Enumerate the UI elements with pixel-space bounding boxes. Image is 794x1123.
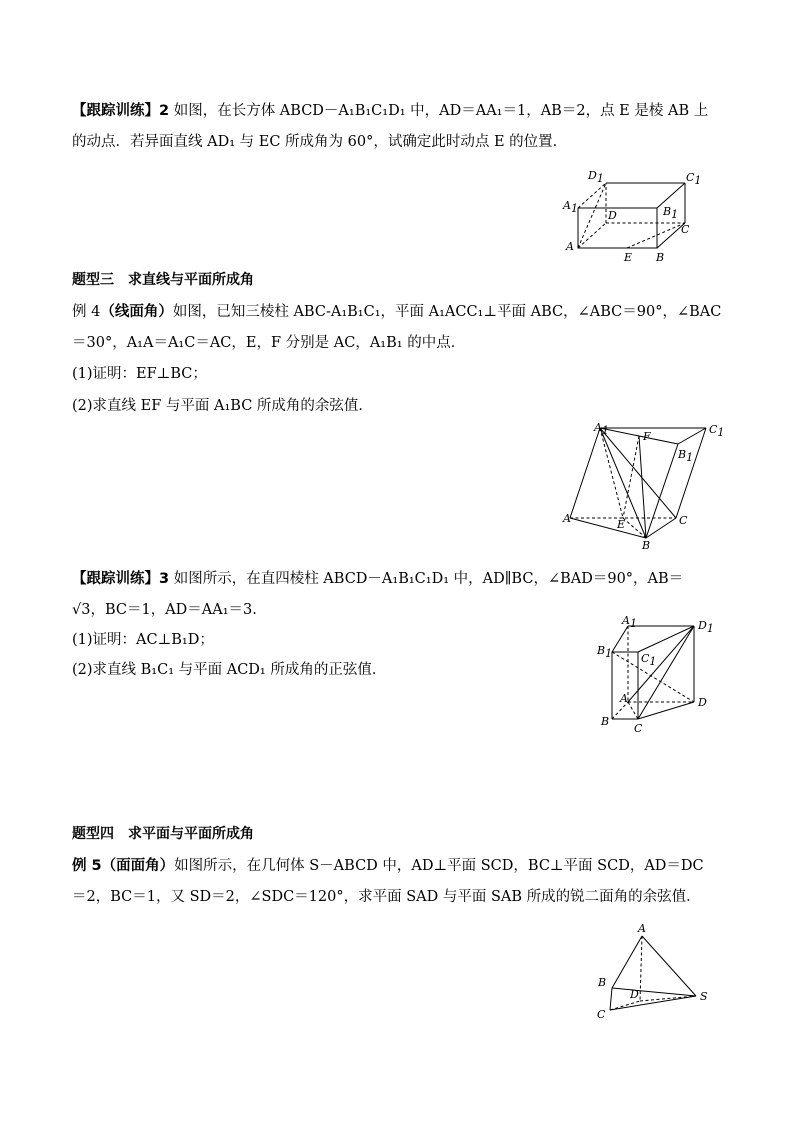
practice2-text1: 如图，在长方体 ABCD－A₁B₁C₁D₁ 中，AD＝AA₁＝1，AB＝2，点 E 是棱 AB 上 bbox=[173, 103, 709, 119]
practice3-line1 bbox=[72, 567, 683, 588]
example4-line2: ＝30°，A₁A＝A₁C＝AC，E，F 分别是 AC，A₁B₁ 的中点． bbox=[72, 335, 466, 351]
fig-label-C: C bbox=[681, 223, 690, 236]
fig-label-D: D bbox=[630, 988, 639, 1001]
example4-q2: (2)求直线 EF 与平面 A₁BC 所成角的余弦值． bbox=[72, 398, 373, 414]
fig-label-B1: B1 bbox=[678, 448, 694, 464]
practice3-q1: (1)证明：AC⊥B₁D； bbox=[72, 632, 214, 648]
practice3-text1: 如图所示，在直四棱柱 ABCD－A₁B₁C₁D₁ 中，AD∥BC，∠BAD＝90°，AB＝ bbox=[173, 571, 684, 587]
example4-text1: 如图，已知三棱柱 ABC-A₁B₁C₁，平面 A₁ACC₁⊥平面 ABC，∠ABC＝90°，∠BAC bbox=[172, 304, 722, 320]
fig-label-C1: C1 bbox=[686, 171, 702, 187]
practice2-text2: 的动点．若异面直线 AD₁ 与 EC 所成角为 60°，试确定此时动点 E 的位置． bbox=[72, 134, 568, 150]
fig-label-C: C bbox=[597, 1008, 606, 1021]
fig-label-B1: B1 bbox=[597, 644, 613, 660]
fig-label-B: B bbox=[656, 251, 665, 264]
example5-line2: ＝2，BC＝1，又 SD＝2，∠SDC＝120°，求平面 SAD 与平面 SAB 所成的锐二面角的余弦值． bbox=[72, 889, 701, 905]
example5-text1: 如图所示，在几何体 S－ABCD 中，AD⊥平面 SCD，BC⊥平面 SCD，AD＝DC bbox=[174, 858, 704, 874]
example4-prefix: 例 4 bbox=[72, 304, 101, 320]
fig-label-A1: A1 bbox=[622, 614, 637, 630]
fig-label-B: B bbox=[601, 715, 610, 728]
fig-label-E: E bbox=[624, 251, 633, 264]
fig-label-C1: C1 bbox=[641, 652, 657, 668]
fig-label-D: D bbox=[698, 696, 707, 709]
fig-label-A: A bbox=[566, 240, 574, 253]
fig-label-A1: A1 bbox=[563, 199, 578, 215]
practice2-line2 bbox=[72, 130, 567, 151]
cuboid-figure bbox=[560, 168, 720, 268]
fig-label-D: D bbox=[608, 209, 617, 222]
fig-label-A: A bbox=[620, 692, 628, 705]
fig-label-B: B bbox=[642, 539, 651, 552]
fig-label-C: C bbox=[634, 722, 643, 735]
fig-label-D1: D1 bbox=[588, 169, 604, 185]
fig-label-F: F bbox=[643, 430, 651, 443]
example4-line1 bbox=[72, 300, 721, 321]
fig-label-S: S bbox=[700, 990, 708, 1003]
practice2-line1 bbox=[72, 99, 708, 120]
section3-heading: 题型三 求直线与平面所成角 bbox=[72, 272, 254, 288]
fig-label-B: B bbox=[598, 976, 607, 989]
fig-label-D1: D1 bbox=[698, 619, 714, 635]
example4-tag: （线面角） bbox=[100, 304, 173, 320]
pyramid-figure bbox=[590, 918, 720, 1028]
fig-label-A1: A1 bbox=[594, 421, 609, 437]
example5-prefix: 例 5 bbox=[72, 858, 102, 874]
example5-line1 bbox=[72, 854, 704, 875]
example4-q1: (1)证明：EF⊥BC； bbox=[72, 366, 207, 382]
practice3-tag: 【跟踪训练】3 bbox=[72, 571, 170, 587]
fig-label-A: A bbox=[638, 922, 646, 935]
example5-tag: （面面角） bbox=[101, 858, 175, 874]
fig-label-A: A bbox=[563, 512, 571, 525]
practice2-tag: 【跟踪训练】2 bbox=[72, 103, 170, 119]
fig-label-B1: B1 bbox=[663, 205, 679, 221]
right-prism-figure bbox=[592, 614, 732, 739]
section4-heading: 题型四 求平面与平面所成角 bbox=[72, 826, 254, 842]
practice3-line2: √3，BC＝1，AD＝AA₁＝3. bbox=[72, 602, 257, 618]
fig-label-C: C bbox=[679, 514, 688, 527]
fig-label-E: E bbox=[617, 518, 626, 531]
practice3-q2: (2)求直线 B₁C₁ 与平面 ACD₁ 所成角的正弦值． bbox=[72, 662, 387, 678]
fig-label-C1: C1 bbox=[709, 423, 725, 439]
prism-figure bbox=[560, 420, 730, 555]
